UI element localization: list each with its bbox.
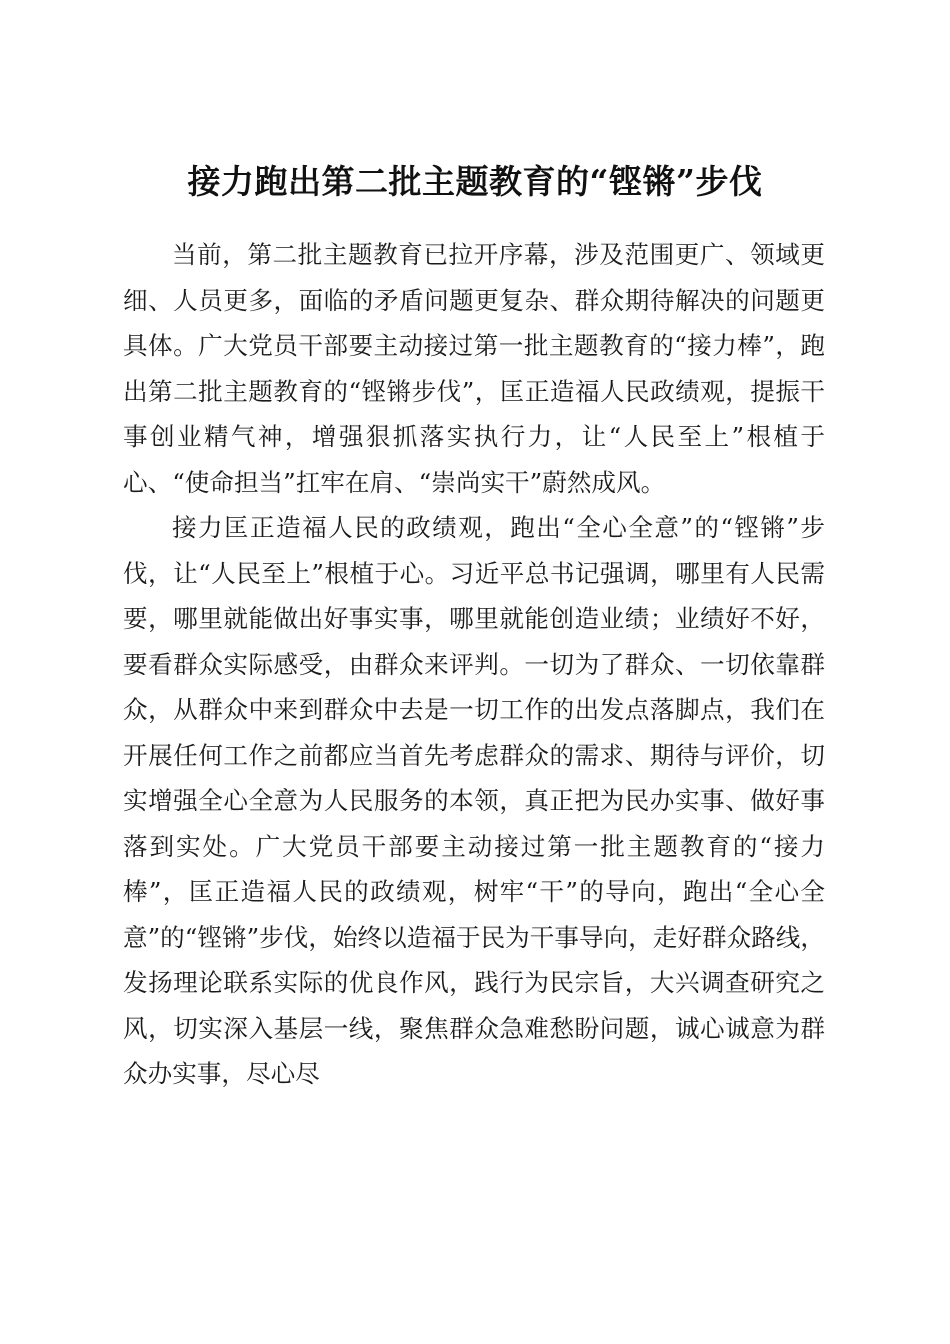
paragraph-2: 接力匡正造福人民的政绩观，跑出“全心全意”的“铿锵”步伐，让“人民至上”根植于心。习近平总书记强调，哪里有人民需要，哪里就能做出好事实事，哪里就能创造业绩；业绩好不好，要看群众实际感受，由群众来评判。一切为了群众、一切依靠群众，从群众中来到群众中去是一切工作的出发点落脚点，我们在开展任何工作之前都应当首先考虑群众的需求、期待与评价，切实增强全心全意为人民服务的本领，真正把为民办实事、做好事落到实处。广大党员干部要主动接过第一批主题教育的“接力棒”，匡正造福人民的政绩观，树牢“干”的导向，跑出“全心全意”的“铿锵”步伐，始终以造福于民为干事导向，走好群众路线，发扬理论联系实际的优良作风，践行为民宗旨，大兴调查研究之风，切实深入基层一线，聚焦群众急难愁盼问题，诚心诚意为群众办实事，尽心尽: [123, 513, 825, 1088]
paragraph-1: 当前，第二批主题教育已拉开序幕，涉及范围更广、领域更细、人员更多，面临的矛盾问题更复杂、群众期待解决的问题更具体。广大党员干部要主动接过第一批主题教育的“接力棒”，跑出第二批主题教育的“铿锵步伐”，匡正造福人民政绩观，提振干事创业精气神，增强狠抓落实执行力，让“人民至上”根植于心、“使命担当”扛牢在肩、“崇尚实干”蔚然成风。: [123, 240, 825, 497]
document-title: 接力跑出第二批主题教育的“铿锵”步伐: [187, 162, 763, 202]
document-body: [123, 232, 825, 1097]
